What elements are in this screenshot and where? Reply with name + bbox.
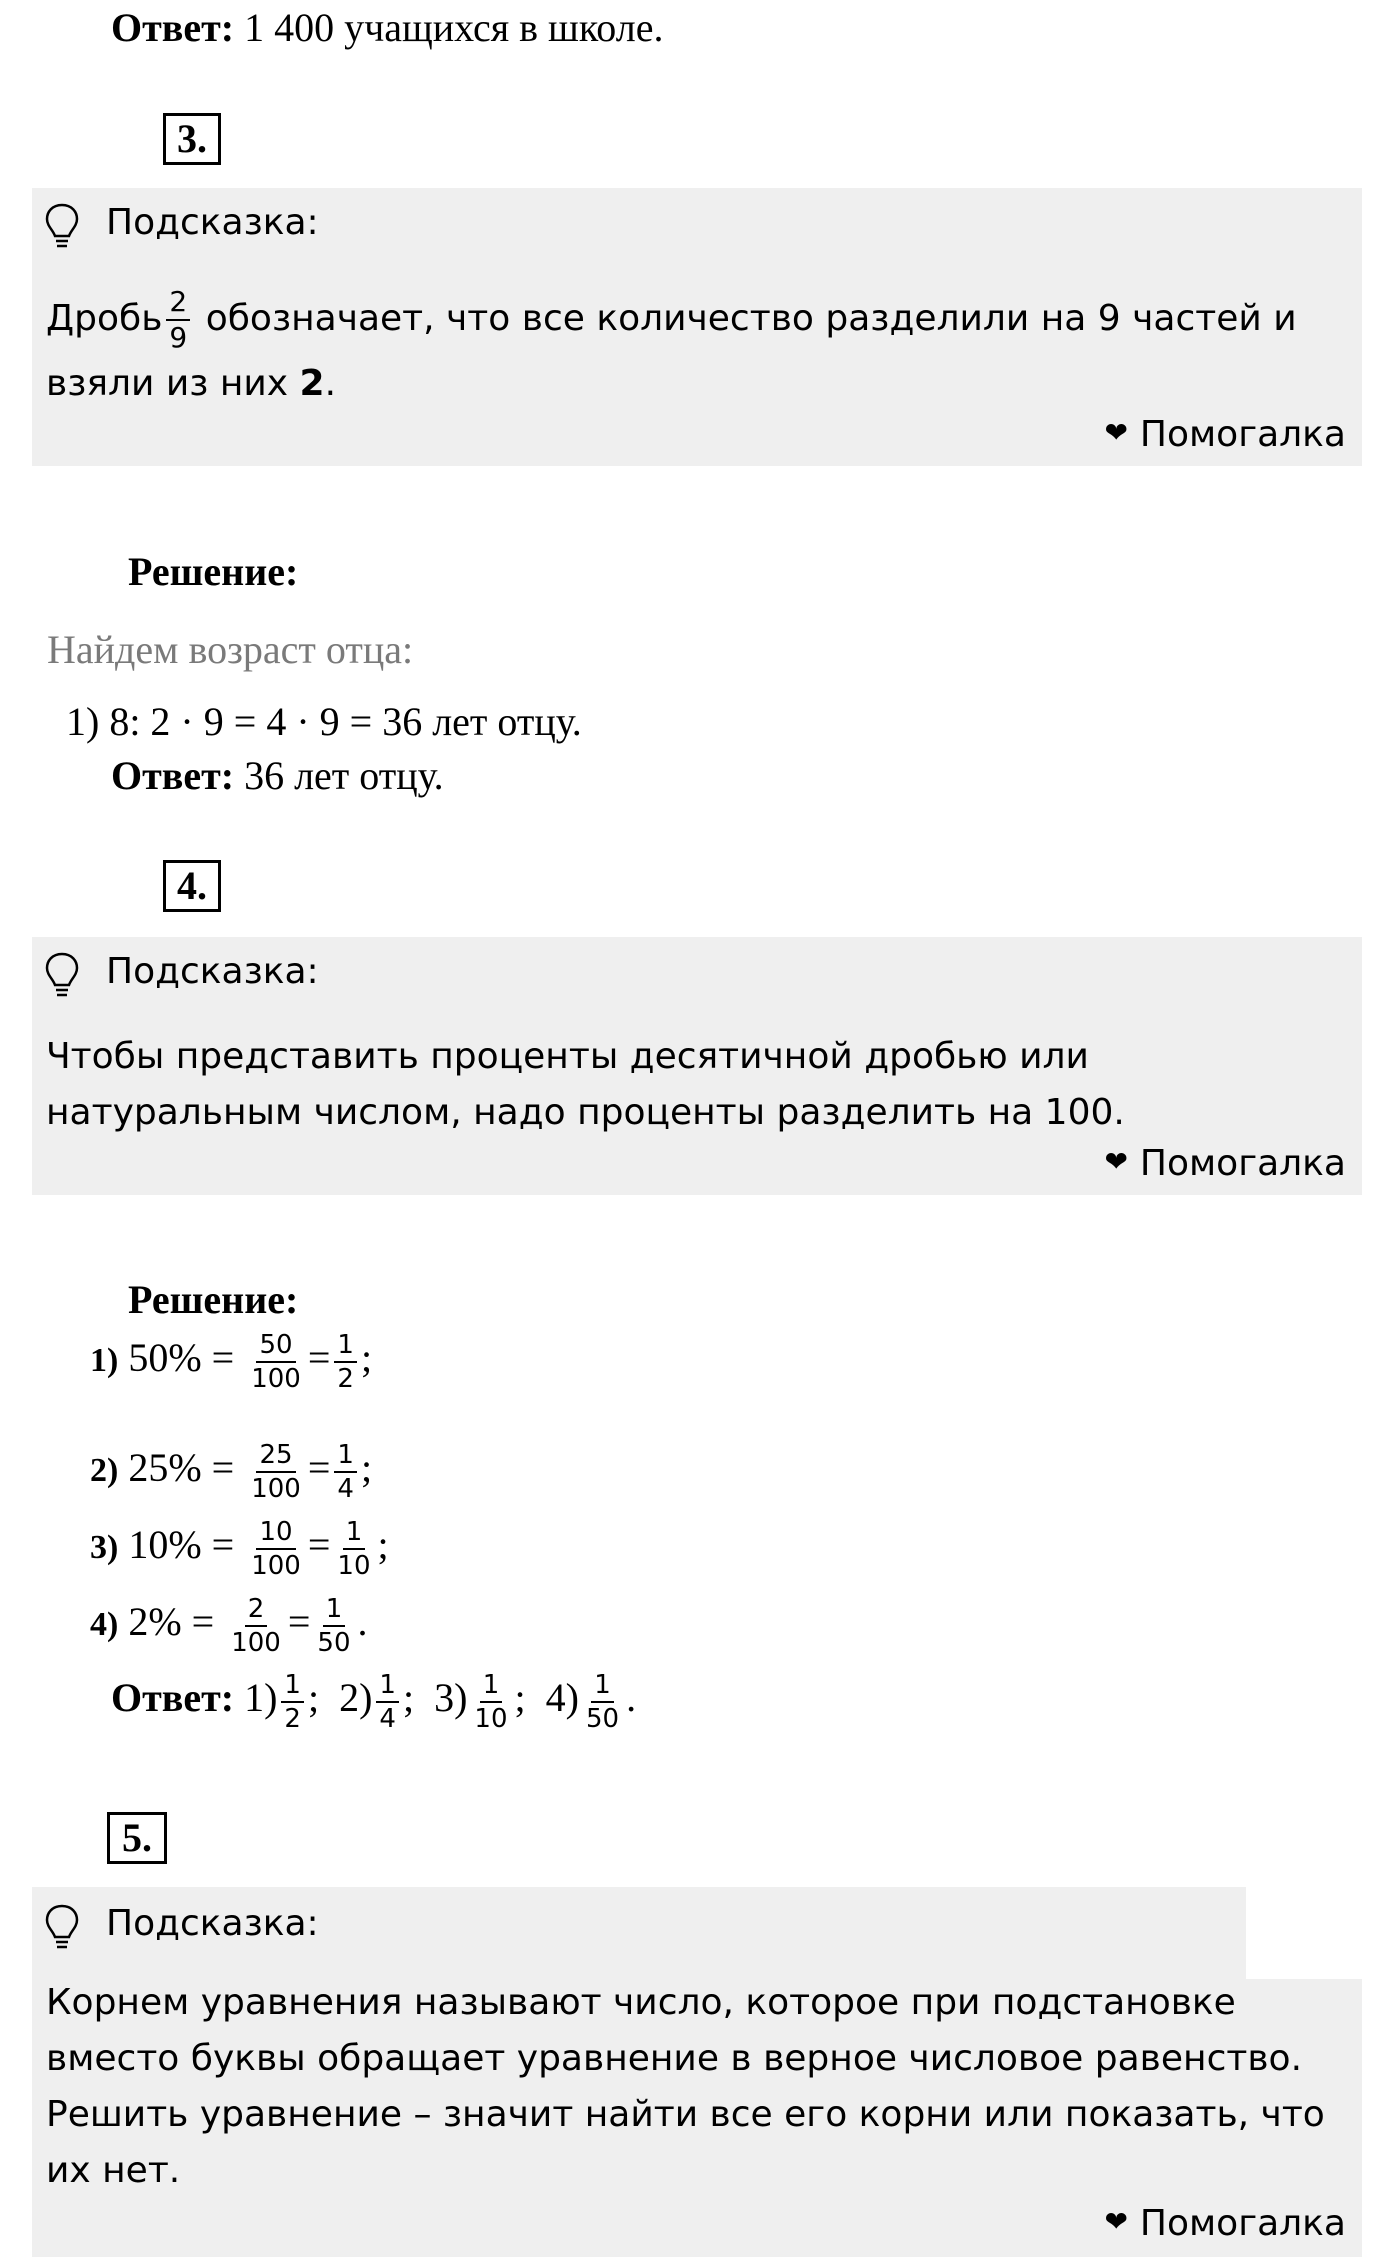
answer-part-end: ; [514, 1675, 526, 1721]
fraction [334, 1519, 373, 1579]
step-end: ; [377, 1522, 389, 1568]
hint-text-part: 2 [299, 363, 325, 404]
hint-text-line: их нет. [46, 2150, 181, 2191]
fraction-numerator: 10 [256, 1519, 295, 1550]
hint-text-line2 [46, 356, 336, 412]
hint-box-header [32, 1887, 1246, 1979]
answer-text: 1 400 учащихся в школе. [234, 5, 664, 50]
fraction-numerator: 1 [591, 1672, 614, 1703]
answer-part-label: 2) [339, 1675, 373, 1721]
helper-credit [1104, 2203, 1346, 2244]
hint-text-part: . [324, 363, 337, 404]
fraction [228, 1596, 284, 1656]
fraction-denominator: 4 [379, 1704, 396, 1734]
fraction-numerator: 1 [334, 1442, 357, 1473]
fraction-denominator: 50 [585, 1704, 620, 1734]
step-end: ; [360, 1335, 373, 1381]
answer-part-end: ; [402, 1675, 415, 1721]
answer-part-end: ; [307, 1675, 320, 1721]
solution-step: 4) 2% = $\frac{2}{100}$ = $\frac{1}{50}$ . [90, 1594, 368, 1658]
hint-text-line: вместо буквы обращает уравнение в верное числовое равенство. [46, 2038, 1303, 2079]
helper-credit-label: Помогалка [1139, 2203, 1346, 2244]
helper-credit-label: Помогалка [1139, 1143, 1346, 1184]
fraction [334, 1332, 357, 1392]
hint-title: Подсказка: [106, 951, 319, 992]
fraction [248, 1442, 304, 1502]
answer-label: Ответ: [111, 5, 235, 50]
fraction-numerator: 1 [343, 1519, 366, 1550]
fraction-denominator: 100 [251, 1364, 301, 1394]
fraction-denominator: 100 [251, 1474, 301, 1504]
fraction-numerator: 1 [281, 1672, 304, 1703]
hint-text-part: обозначает, что все количество разделили на 9 частей и [205, 298, 1297, 339]
fraction-denominator: 9 [169, 321, 188, 354]
fraction-denominator: 2 [337, 1364, 354, 1394]
solution-step: 1) 50% = $\frac{50}{100}$ = $\frac{1}{2}$ ; [90, 1330, 373, 1394]
fraction [248, 1332, 304, 1392]
fraction-numerator: 2 [166, 288, 190, 321]
fraction-numerator: 1 [323, 1596, 346, 1627]
heart-icon: ❤ [1104, 416, 1128, 449]
lightbulb-icon [44, 1903, 80, 1953]
task-number: 5. [107, 1812, 167, 1864]
hint-text-line: Корнем уравнения называют число, которое при подстановке [46, 1982, 1236, 2023]
solution-heading: Решение: [128, 1277, 299, 1322]
step-label: 4) [90, 1606, 119, 1644]
step-percent: 10% = [128, 1522, 235, 1568]
answer-line [111, 1672, 636, 1732]
hint-title: Подсказка: [106, 1903, 319, 1944]
hint-title: Подсказка: [106, 202, 319, 243]
answer-part-end: . [626, 1675, 637, 1721]
fraction [281, 1672, 304, 1732]
fraction [376, 1672, 399, 1732]
fraction-numerator: 50 [256, 1332, 295, 1363]
heart-icon: ❤ [1104, 1145, 1128, 1178]
fraction-numerator: 2 [245, 1596, 268, 1627]
fraction-numerator: 1 [334, 1332, 357, 1363]
fraction-numerator: 1 [480, 1672, 503, 1703]
fraction-denominator: 10 [474, 1704, 508, 1734]
fraction-numerator: 25 [256, 1442, 295, 1473]
solution-step: 2) 25% = $\frac{25}{100}$ = $\frac{1}{4}$ ; [90, 1440, 373, 1504]
solution-step: 3) 10% = $\frac{10}{100}$ = $\frac{1}{10}$ ; [90, 1517, 389, 1581]
step-percent: 50% = [128, 1335, 235, 1381]
answer-part-label: 1) [244, 1675, 278, 1721]
step-label: 2) [90, 1452, 119, 1490]
helper-credit-label: Помогалка [1139, 414, 1346, 455]
fraction-denominator: 50 [317, 1628, 351, 1658]
fraction-denominator: 10 [337, 1551, 371, 1581]
step-label: 1) [90, 1342, 119, 1380]
hint-box [32, 937, 1362, 1195]
solution-step: 1) 8: 2 · 9 = 4 · 9 = 36 лет отцу. [66, 699, 582, 744]
answer-label: Ответ: [111, 753, 235, 798]
fraction [248, 1519, 304, 1579]
hint-box [32, 188, 1362, 466]
hint-box [32, 1979, 1362, 2257]
answer-line [111, 4, 663, 51]
task-number: 3. [163, 113, 221, 165]
fraction-denominator: 2 [284, 1704, 301, 1734]
hint-text-line: Решить уравнение – значит найти все его корни или показать, что [46, 2094, 1325, 2135]
answer-part-label: 4) [545, 1675, 579, 1721]
solution-heading: Решение: [128, 549, 299, 594]
fraction-denominator: 4 [337, 1474, 354, 1504]
step-percent: 2% = [128, 1599, 215, 1645]
helper-credit [1104, 414, 1346, 455]
solution-note: Найдем возраст отца: [47, 627, 414, 672]
helper-credit [1104, 1143, 1346, 1184]
answer-line [111, 752, 444, 799]
fraction-denominator: 100 [251, 1551, 301, 1581]
fraction [583, 1672, 622, 1732]
lightbulb-icon [44, 951, 80, 1001]
step-end: . [357, 1599, 368, 1645]
fraction-denominator: 100 [231, 1628, 281, 1658]
answer-part-label: 3) [434, 1675, 468, 1721]
task-number: 4. [163, 860, 221, 912]
hint-text-part: взяли из них [46, 363, 300, 404]
fraction [314, 1596, 353, 1656]
hint-text [46, 285, 1297, 354]
step-label: 3) [90, 1529, 119, 1567]
fraction [471, 1672, 510, 1732]
fraction [334, 1442, 357, 1502]
answer-label: Ответ: [111, 1675, 235, 1721]
hint-text-line: натуральным числом, надо проценты разделить на 100. [46, 1092, 1125, 1133]
fraction-numerator: 1 [376, 1672, 399, 1703]
heart-icon: ❤ [1104, 2205, 1128, 2238]
hint-text-part: Дробь [46, 298, 163, 339]
step-end: ; [360, 1445, 373, 1491]
lightbulb-icon [44, 202, 80, 252]
hint-text-line: Чтобы представить проценты десятичной дробью или [46, 1036, 1089, 1077]
step-percent: 25% = [128, 1445, 235, 1491]
fraction [166, 285, 190, 354]
answer-text: 36 лет отцу. [234, 753, 444, 798]
